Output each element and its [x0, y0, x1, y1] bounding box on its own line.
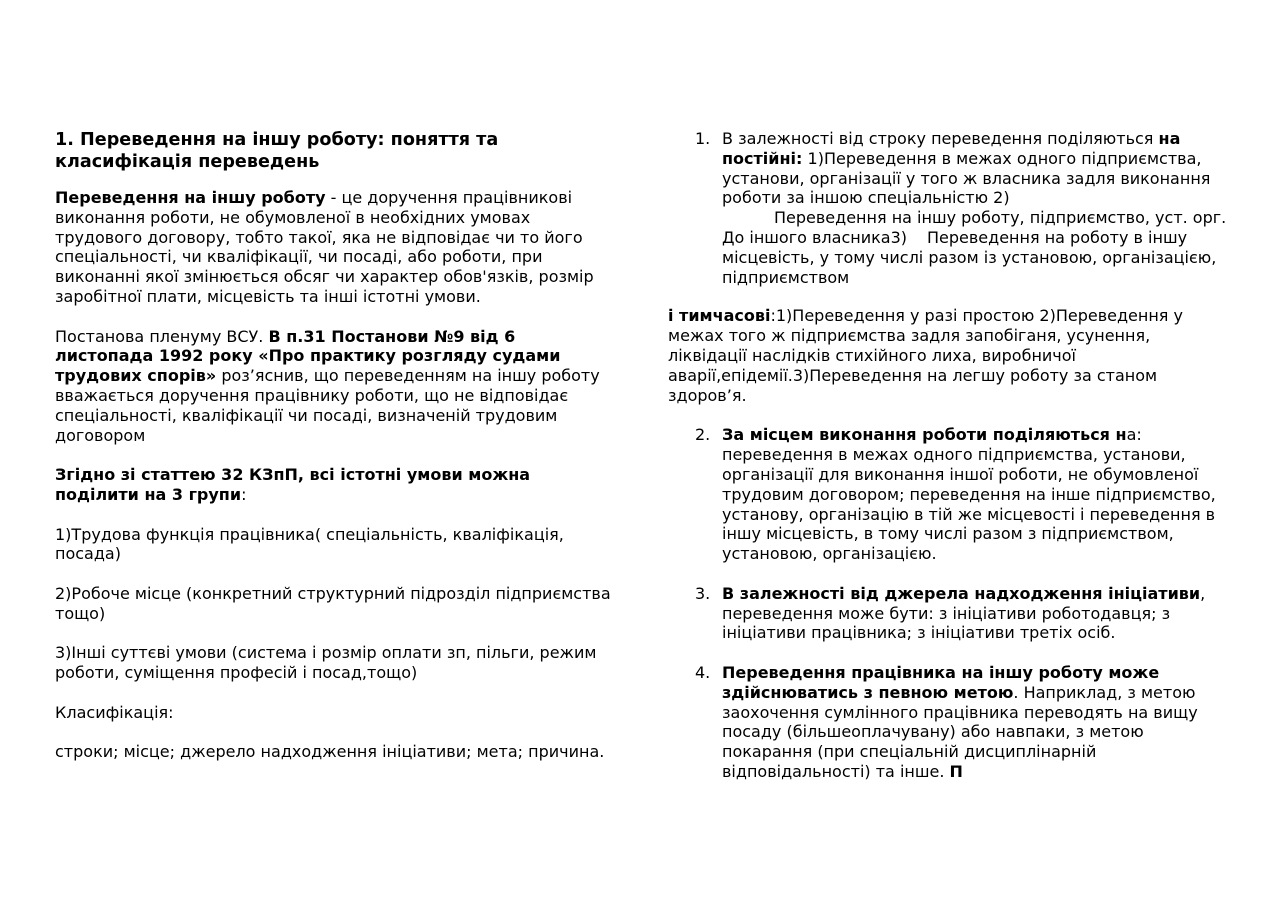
classification-label: Класифікація: [55, 702, 174, 722]
item1-bold: на постійні: [722, 129, 1181, 168]
classification-text: строки; місце; джерело надходження ініціативи; мета; причина. [55, 742, 605, 762]
item3-text: , переведення може бути: з ініціативи роботодавця; з ініціативи працівника; з ініціативи третіх осіб. [722, 583, 1206, 643]
temporary-paragraph [668, 306, 1228, 405]
item2-bold: За місцем виконання роботи поділяються н [722, 425, 1127, 445]
temporary-text: :1)Переведення у разі простою 2)Переведення у межах того ж підприємства задля запобіганя, усунення, ліквідації наслідків стихійного лиха, виробничої аварії,епідемії.3)Переведення на легшу роботу за станом здоров’я. [668, 306, 1183, 405]
list-number: 2. [695, 425, 711, 445]
plenum-text: роз’яснив, що переведенням на іншу роботу вважається доручення працівнику роботи, що не відповідає спеціальності, кваліфікації чи посаді, визначеній трудовим договором [55, 366, 600, 445]
groups-intro [55, 465, 615, 505]
definition-text: - це доручення працівникові виконання роботи, не обумовленої в необхідних умовах трудового договору, тобто такої, яка не відповідає чи то його спеціальності, чи кваліфікації, чи посаді, або роботи, при виконанні якої змінюється обсяг чи характер обов'язків, розмір заробітної плати, місцевість та інші істотні умови. [55, 188, 594, 306]
right-column [668, 129, 1228, 782]
list-item [668, 663, 1228, 782]
item4-bold-end: П [949, 761, 963, 781]
definition-term: Переведення на іншу роботу [55, 188, 326, 207]
list-number: 3. [695, 583, 711, 603]
group-2: 2)Робоче місце (конкретний структурний підрозділ підприємства тощо) [55, 583, 611, 623]
groups-intro-colon: : [241, 484, 247, 504]
item1-text-d: Переведення на роботу в іншу місцевість, у тому числі разом із установою, організацією, підприємством [722, 227, 1217, 287]
classification-list [668, 129, 1228, 287]
list-item [668, 129, 1228, 287]
plenum-paragraph [55, 327, 615, 446]
definition-paragraph [55, 188, 615, 307]
plenum-citation: В п.31 Постанови №9 від 6 листопада 1992 року «Про практику розгляду судами трудових спорів» [55, 326, 561, 386]
group-1: 1)Трудова функція працівника( спеціальність, кваліфікація, посада) [55, 524, 564, 564]
item1-text-c: Переведення на іншу роботу, підприємство, уст. орг. До іншого власника3) [722, 208, 1227, 247]
group-3: 3)Інші суттєві умови (система і розмір оплати зп, пільги, режим роботи, суміщення професій і посад,тощо) [55, 643, 597, 683]
section-heading: 1. Переведення на іншу роботу: поняття та класифікація переведень [55, 130, 499, 172]
list-item [668, 425, 1228, 564]
item1-text-b: 1)Переведення в межах одного підприємства, установи, організації у того ж власника задля виконання роботи за іншою спеціальністю 2) [722, 148, 1211, 208]
item3-bold: В залежності від джерела надходження ініціативи [722, 583, 1201, 603]
list-number: 1. [695, 129, 711, 148]
list-item [668, 584, 1228, 643]
left-column [55, 129, 615, 782]
item1-text-a: В залежності від строку переведення поділяються [722, 129, 1159, 148]
temporary-bold: і тимчасові [668, 306, 771, 326]
item2-text: а: переведення в межах одного підприємства, установи, організації для виконання іншої роботи, не обумовленої трудовим договором; переведення на інше підприємство, установу, організацію в тій же місцевості і переведення в іншу місцевість, в тому числі разом з підприємством, установою, організацією. [722, 425, 1216, 564]
item4-bold: Переведення працівника на іншу роботу може здійснюватись з певною метою [722, 662, 1160, 702]
plenum-intro: Постанова пленуму ВСУ. [55, 326, 269, 346]
list-number: 4. [695, 662, 711, 682]
classification-list-continued [668, 425, 1228, 781]
item4-text: . Наприклад, з метою заохочення сумлінного працівника переводять на вищу посаду (більшеоплачувану) або навпаки, з метою покарання (при спеціальній дисциплінарній відповідальності) та інше. [722, 682, 1198, 781]
groups-intro-bold: Згідно зі статтею 32 КЗпП, всі істотні умови можна поділити на 3 групи [55, 465, 531, 504]
